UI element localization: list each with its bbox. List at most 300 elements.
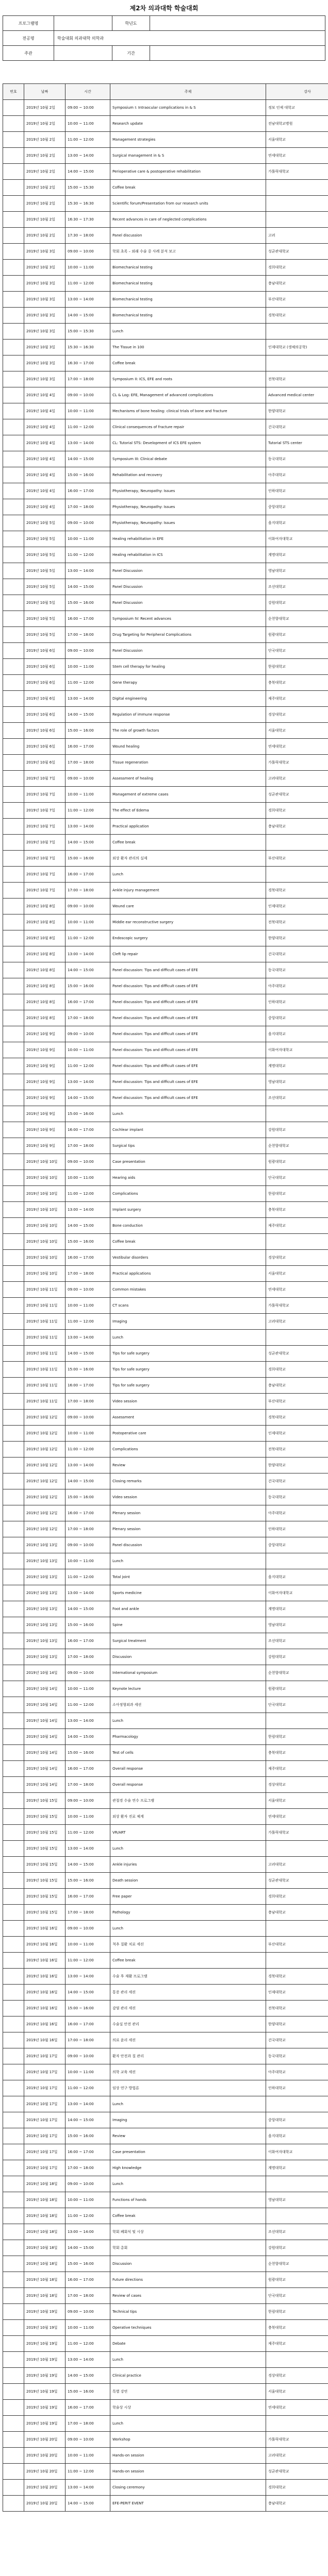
row-time: 17:00 ~ 18:00 bbox=[65, 1010, 110, 1026]
row-instructor: 경북대학교 bbox=[266, 1410, 328, 1426]
row-time: 15:00 ~ 16:00 bbox=[65, 1745, 110, 1761]
year-label: 학년도 bbox=[112, 16, 150, 31]
schedule-body bbox=[3, 100, 328, 2512]
row-time: 10:00 ~ 11:00 bbox=[65, 787, 110, 803]
row-number bbox=[3, 2192, 24, 2208]
row-number bbox=[3, 308, 24, 324]
row-number bbox=[3, 531, 24, 547]
row-number bbox=[3, 2288, 24, 2304]
row-instructor: 가톨릭대학교 bbox=[266, 1825, 328, 1841]
row-number bbox=[3, 2160, 24, 2176]
row-instructor: 인제대학교 bbox=[266, 1426, 328, 1442]
table-row bbox=[3, 2336, 328, 2352]
row-topic: Panel discussion: Tips and difficult cases of EFE bbox=[110, 1010, 266, 1026]
row-instructor: 인하대학교 bbox=[266, 483, 328, 499]
row-date: 2019년 10월 11일 bbox=[24, 1298, 65, 1314]
row-instructor: 충남대학교 bbox=[266, 2496, 328, 2512]
row-number bbox=[3, 435, 24, 451]
row-number bbox=[3, 771, 24, 787]
table-row bbox=[3, 371, 328, 387]
table-row bbox=[3, 2112, 328, 2128]
row-topic: Symposium III: Clinical debate bbox=[110, 451, 266, 467]
row-number bbox=[3, 659, 24, 675]
table-row bbox=[3, 276, 328, 292]
row-time: 10:00 ~ 11:00 bbox=[65, 2064, 110, 2080]
row-topic: Death session bbox=[110, 1873, 266, 1889]
table-row bbox=[3, 531, 328, 547]
row-date: 2019년 10월 18일 bbox=[24, 2272, 65, 2288]
row-instructor bbox=[266, 2352, 328, 2368]
row-time: 14:00 ~ 15:00 bbox=[65, 1090, 110, 1106]
row-time: 09:00 ~ 10:00 bbox=[65, 2176, 110, 2192]
row-instructor bbox=[266, 180, 328, 196]
row-date: 2019년 10월 12일 bbox=[24, 1521, 65, 1537]
row-topic: Complications bbox=[110, 1186, 266, 1202]
row-time: 13:00 ~ 14:00 bbox=[65, 148, 110, 164]
table-row bbox=[3, 515, 328, 531]
row-instructor: 전북대학교 bbox=[266, 914, 328, 930]
row-date: 2019년 10월 12일 bbox=[24, 1505, 65, 1521]
row-date: 2019년 10월 10일 bbox=[24, 1250, 65, 1266]
row-date: 2019년 10월 17일 bbox=[24, 2048, 65, 2064]
row-instructor: 조선대학교 bbox=[266, 2224, 328, 2240]
table-row bbox=[3, 1649, 328, 1665]
row-time: 14:00 ~ 15:00 bbox=[65, 2112, 110, 2128]
row-instructor: 아주대학교 bbox=[266, 467, 328, 483]
table-row bbox=[3, 2368, 328, 2384]
row-number bbox=[3, 2352, 24, 2368]
row-number bbox=[3, 1873, 24, 1889]
row-topic: Rehabilitation and recovery bbox=[110, 467, 266, 483]
row-date: 2019년 10월 10일 bbox=[24, 1154, 65, 1170]
row-topic: Common mistakes bbox=[110, 1282, 266, 1298]
row-date: 2019년 10월 13일 bbox=[24, 1585, 65, 1601]
row-time: 15:00 ~ 15:30 bbox=[65, 324, 110, 340]
row-topic: Panel Discussion bbox=[110, 643, 266, 659]
row-date: 2019년 10월 13일 bbox=[24, 1633, 65, 1649]
row-date: 2019년 10월 6일 bbox=[24, 691, 65, 707]
row-topic: Video session bbox=[110, 1489, 266, 1505]
header-time: 시간 bbox=[65, 84, 110, 100]
table-row bbox=[3, 1106, 328, 1122]
row-date: 2019년 10월 6일 bbox=[24, 643, 65, 659]
table-row bbox=[3, 1617, 328, 1633]
table-row bbox=[3, 1489, 328, 1505]
row-instructor: 경희대학교 bbox=[266, 1889, 328, 1905]
row-date: 2019년 10월 16일 bbox=[24, 2001, 65, 2016]
row-instructor: 충남대학교 bbox=[266, 1905, 328, 1921]
row-date: 2019년 10월 20일 bbox=[24, 2480, 65, 2496]
row-instructor bbox=[266, 1234, 328, 1250]
row-topic: Workshop bbox=[110, 2432, 266, 2448]
row-date: 2019년 10월 8일 bbox=[24, 930, 65, 946]
row-number bbox=[3, 2320, 24, 2336]
row-topic: Lunch bbox=[110, 2416, 266, 2432]
row-topic: Coffee break bbox=[110, 1953, 266, 1969]
row-date: 2019년 10월 10일 bbox=[24, 1218, 65, 1234]
row-instructor: 이화여자대학교 bbox=[266, 1585, 328, 1601]
row-number bbox=[3, 1122, 24, 1138]
row-number bbox=[3, 1729, 24, 1745]
row-number bbox=[3, 1426, 24, 1442]
row-number bbox=[3, 1442, 24, 1458]
row-time: 16:00 ~ 17:00 bbox=[65, 483, 110, 499]
table-row bbox=[3, 2256, 328, 2272]
row-number bbox=[3, 787, 24, 803]
row-time: 16:00 ~ 17:00 bbox=[65, 1633, 110, 1649]
row-date: 2019년 10월 7일 bbox=[24, 819, 65, 835]
table-row bbox=[3, 1074, 328, 1090]
row-topic: 학회 총회 bbox=[110, 2240, 266, 2256]
table-row bbox=[3, 2432, 328, 2448]
row-time: 09:00 ~ 10:00 bbox=[65, 1282, 110, 1298]
row-date: 2019년 10월 3일 bbox=[24, 340, 65, 355]
row-date: 2019년 10월 3일 bbox=[24, 371, 65, 387]
row-time: 10:00 ~ 11:00 bbox=[65, 403, 110, 419]
row-time: 15:00 ~ 16:00 bbox=[65, 978, 110, 994]
row-instructor: 을지대학교 bbox=[266, 515, 328, 531]
table-row bbox=[3, 2480, 328, 2496]
table-row bbox=[3, 419, 328, 435]
row-date: 2019년 10월 8일 bbox=[24, 978, 65, 994]
table-row bbox=[3, 643, 328, 659]
row-time: 13:00 ~ 14:00 bbox=[65, 435, 110, 451]
row-time: 10:00 ~ 11:00 bbox=[65, 260, 110, 276]
row-number bbox=[3, 2400, 24, 2416]
row-instructor bbox=[266, 212, 328, 228]
row-instructor: 전북대학교 bbox=[266, 1442, 328, 1458]
row-time: 14:00 ~ 15:00 bbox=[65, 1857, 110, 1873]
row-instructor: 충북대학교 bbox=[266, 675, 328, 691]
row-date: 2019년 10월 11일 bbox=[24, 1282, 65, 1298]
row-date: 2019년 10월 8일 bbox=[24, 962, 65, 978]
table-row bbox=[3, 308, 328, 324]
table-row bbox=[3, 1633, 328, 1649]
row-date: 2019년 10월 5일 bbox=[24, 515, 65, 531]
row-topic: Imaging bbox=[110, 1314, 266, 1330]
row-time: 10:00 ~ 11:00 bbox=[65, 1170, 110, 1186]
row-instructor: 성균관대학교 bbox=[266, 244, 328, 260]
table-row bbox=[3, 228, 328, 244]
row-number bbox=[3, 1489, 24, 1505]
row-number bbox=[3, 1010, 24, 1026]
row-instructor: 충북대학교 bbox=[266, 2320, 328, 2336]
row-topic: 수술 후 재활 프로그램 bbox=[110, 1969, 266, 1985]
row-topic: Panel discussion bbox=[110, 228, 266, 244]
row-instructor bbox=[266, 1841, 328, 1857]
row-date: 2019년 10월 17일 bbox=[24, 2112, 65, 2128]
row-instructor: 성균관대학교 bbox=[266, 1346, 328, 1362]
row-date: 2019년 10월 3일 bbox=[24, 244, 65, 260]
row-time: 14:00 ~ 15:00 bbox=[65, 2368, 110, 2384]
row-number bbox=[3, 1314, 24, 1330]
table-row bbox=[3, 675, 328, 691]
row-time: 13:00 ~ 14:00 bbox=[65, 691, 110, 707]
row-date: 2019년 10월 7일 bbox=[24, 867, 65, 883]
row-date: 2019년 10월 8일 bbox=[24, 1010, 65, 1026]
row-topic: Tips for safe surgery bbox=[110, 1346, 266, 1362]
row-time: 09:00 ~ 10:00 bbox=[65, 1793, 110, 1809]
row-time: 15:00 ~ 16:00 bbox=[65, 1873, 110, 1889]
table-row bbox=[3, 196, 328, 212]
row-topic: Plenary session bbox=[110, 1521, 266, 1537]
row-topic: Clinical practice bbox=[110, 2368, 266, 2384]
row-topic: Imaging bbox=[110, 2112, 266, 2128]
table-row bbox=[3, 2001, 328, 2016]
table-row bbox=[3, 914, 328, 930]
row-time: 14:00 ~ 15:00 bbox=[65, 1346, 110, 1362]
row-instructor bbox=[266, 867, 328, 883]
row-instructor: 동국대학교 bbox=[266, 962, 328, 978]
row-topic: Video session bbox=[110, 1394, 266, 1410]
row-date: 2019년 10월 20일 bbox=[24, 2496, 65, 2512]
program-info-row bbox=[3, 16, 325, 31]
row-time: 10:00 ~ 11:00 bbox=[65, 1298, 110, 1314]
row-time: 09:00 ~ 10:00 bbox=[65, 515, 110, 531]
row-instructor: 충남대학교 bbox=[266, 1378, 328, 1394]
row-instructor: 한양대학교 bbox=[266, 1458, 328, 1473]
table-row bbox=[3, 1841, 328, 1857]
row-instructor: 연세대학교 bbox=[266, 1809, 328, 1825]
row-time: 09:00 ~ 10:00 bbox=[65, 1026, 110, 1042]
row-topic: Regulation of immune response bbox=[110, 707, 266, 723]
row-time: 17:00 ~ 18:00 bbox=[65, 2288, 110, 2304]
row-time: 14:00 ~ 15:00 bbox=[65, 2496, 110, 2512]
row-topic: Hearing aids bbox=[110, 1170, 266, 1186]
row-instructor: 한양대학교 bbox=[266, 2016, 328, 2032]
row-date: 2019년 10월 2일 bbox=[24, 132, 65, 148]
table-row bbox=[3, 2352, 328, 2368]
row-time: 11:00 ~ 12:00 bbox=[65, 803, 110, 819]
row-topic: CL: Tutorial STS: Development of ICS EFE system bbox=[110, 435, 266, 451]
row-time: 11:00 ~ 12:00 bbox=[65, 675, 110, 691]
row-number bbox=[3, 803, 24, 819]
row-time: 09:00 ~ 10:00 bbox=[65, 1921, 110, 1937]
row-date: 2019년 10월 14일 bbox=[24, 1665, 65, 1681]
row-number bbox=[3, 1969, 24, 1985]
row-date: 2019년 10월 6일 bbox=[24, 739, 65, 755]
row-topic: Lunch bbox=[110, 867, 266, 883]
table-row bbox=[3, 563, 328, 579]
row-number bbox=[3, 355, 24, 371]
row-date: 2019년 10월 11일 bbox=[24, 1346, 65, 1362]
row-number bbox=[3, 340, 24, 355]
row-topic: 수술실 안전 관리 bbox=[110, 2016, 266, 2032]
row-topic: Test of cells bbox=[110, 1745, 266, 1761]
row-topic: Technical tips bbox=[110, 2304, 266, 2320]
row-time: 16:00 ~ 17:00 bbox=[65, 1889, 110, 1905]
row-number bbox=[3, 1186, 24, 1202]
row-instructor: 부산대학교 bbox=[266, 1937, 328, 1953]
row-time: 15:00 ~ 15:30 bbox=[65, 180, 110, 196]
table-row bbox=[3, 2240, 328, 2256]
table-row bbox=[3, 691, 328, 707]
row-date: 2019년 10월 11일 bbox=[24, 1330, 65, 1346]
row-topic: Symposium IV: Recent advances bbox=[110, 611, 266, 627]
table-row bbox=[3, 707, 328, 723]
row-date: 2019년 10월 19일 bbox=[24, 2400, 65, 2416]
row-instructor: 서울대학교 bbox=[266, 1266, 328, 1282]
table-row bbox=[3, 1713, 328, 1729]
row-date: 2019년 10월 2일 bbox=[24, 148, 65, 164]
row-date: 2019년 10월 19일 bbox=[24, 2352, 65, 2368]
row-number bbox=[3, 1154, 24, 1170]
row-date: 2019년 10월 12일 bbox=[24, 1489, 65, 1505]
row-date: 2019년 10월 19일 bbox=[24, 2336, 65, 2352]
table-row bbox=[3, 739, 328, 755]
row-time: 11:00 ~ 12:00 bbox=[65, 1186, 110, 1202]
row-date: 2019년 10월 15일 bbox=[24, 1873, 65, 1889]
row-topic: Debate bbox=[110, 2336, 266, 2352]
row-date: 2019년 10월 4일 bbox=[24, 467, 65, 483]
table-row bbox=[3, 1761, 328, 1777]
row-time: 15:00 ~ 16:00 bbox=[65, 2128, 110, 2144]
row-number bbox=[3, 2176, 24, 2192]
row-number bbox=[3, 100, 24, 116]
row-instructor: 건국대학교 bbox=[266, 419, 328, 435]
row-topic: Case presentation bbox=[110, 1154, 266, 1170]
table-row bbox=[3, 244, 328, 260]
row-instructor bbox=[266, 2416, 328, 2432]
table-row bbox=[3, 164, 328, 180]
row-time: 13:00 ~ 14:00 bbox=[65, 1969, 110, 1985]
row-instructor: 가톨릭대학교 bbox=[266, 164, 328, 180]
table-row bbox=[3, 1729, 328, 1745]
row-time: 16:00 ~ 17:00 bbox=[65, 2016, 110, 2032]
row-instructor: 강원대학교 bbox=[266, 2240, 328, 2256]
row-date: 2019년 10월 13일 bbox=[24, 1649, 65, 1665]
row-date: 2019년 10월 9일 bbox=[24, 1058, 65, 1074]
row-topic: 통증 관리 세션 bbox=[110, 1985, 266, 2001]
row-number bbox=[3, 451, 24, 467]
row-topic: Free paper bbox=[110, 1889, 266, 1905]
row-topic: Panel discussion: Tips and difficult cases of EFE bbox=[110, 1026, 266, 1042]
row-instructor: 충남대학교 bbox=[266, 276, 328, 292]
row-time: 10:00 ~ 11:00 bbox=[65, 531, 110, 547]
row-topic: Lunch bbox=[110, 1713, 266, 1729]
row-time: 10:00 ~ 11:00 bbox=[65, 2320, 110, 2336]
row-instructor: 을지대학교 bbox=[266, 2128, 328, 2144]
row-instructor: 한림대학교 bbox=[266, 2304, 328, 2320]
row-topic: Lunch bbox=[110, 1106, 266, 1122]
row-instructor: 영남대학교 bbox=[266, 563, 328, 579]
table-row bbox=[3, 994, 328, 1010]
row-number bbox=[3, 883, 24, 899]
row-number bbox=[3, 1058, 24, 1074]
row-number bbox=[3, 2416, 24, 2432]
table-row bbox=[3, 787, 328, 803]
row-date: 2019년 10월 16일 bbox=[24, 1953, 65, 1969]
table-row bbox=[3, 2384, 328, 2400]
row-time: 17:00 ~ 18:00 bbox=[65, 499, 110, 515]
row-instructor: 중앙대학교 bbox=[266, 1010, 328, 1026]
row-topic: Symposium I: Intraocular complications in & S bbox=[110, 100, 266, 116]
row-number bbox=[3, 1218, 24, 1234]
row-time: 16:00 ~ 17:00 bbox=[65, 2144, 110, 2160]
row-time: 13:00 ~ 14:00 bbox=[65, 1585, 110, 1601]
row-time: 09:00 ~ 10:00 bbox=[65, 244, 110, 260]
row-topic: High knowledge bbox=[110, 2160, 266, 2176]
table-row bbox=[3, 1058, 328, 1074]
row-time: 13:00 ~ 14:00 bbox=[65, 1841, 110, 1857]
period-label: 기간 bbox=[112, 46, 150, 61]
row-time: 14:00 ~ 15:00 bbox=[65, 2240, 110, 2256]
row-date: 2019년 10월 6일 bbox=[24, 723, 65, 739]
row-number bbox=[3, 2336, 24, 2352]
row-time: 16:00 ~ 17:00 bbox=[65, 994, 110, 1010]
row-time: 11:00 ~ 12:00 bbox=[65, 1697, 110, 1713]
row-instructor: 고려대학교 bbox=[266, 2448, 328, 2464]
row-time: 14:00 ~ 15:00 bbox=[65, 1729, 110, 1745]
table-row bbox=[3, 435, 328, 451]
table-row bbox=[3, 100, 328, 116]
row-topic: Ankle injury management bbox=[110, 883, 266, 899]
row-number bbox=[3, 2208, 24, 2224]
row-instructor: 충남대학교 bbox=[266, 819, 328, 835]
row-topic: Lunch bbox=[110, 2176, 266, 2192]
row-instructor: 영남대학교 bbox=[266, 1617, 328, 1633]
row-instructor: 충북대학교 bbox=[266, 1745, 328, 1761]
row-instructor bbox=[266, 835, 328, 851]
row-time: 17:00 ~ 18:00 bbox=[65, 1649, 110, 1665]
table-row bbox=[3, 1298, 328, 1314]
row-topic: 환자 안전과 질 관리 bbox=[110, 2048, 266, 2064]
row-date: 2019년 10월 18일 bbox=[24, 2192, 65, 2208]
row-topic: Review of cases bbox=[110, 2288, 266, 2304]
row-topic: Biomechanical testing bbox=[110, 292, 266, 308]
row-instructor: 중앙대학교 bbox=[266, 1537, 328, 1553]
row-date: 2019년 10월 4일 bbox=[24, 499, 65, 515]
row-date: 2019년 10월 20일 bbox=[24, 2448, 65, 2464]
row-time: 16:00 ~ 17:00 bbox=[65, 1505, 110, 1521]
row-instructor: 성균관대학교 bbox=[266, 1873, 328, 1889]
row-instructor: 영남대학교 bbox=[266, 1074, 328, 1090]
table-row bbox=[3, 2160, 328, 2176]
row-date: 2019년 10월 5일 bbox=[24, 547, 65, 563]
row-date: 2019년 10월 4일 bbox=[24, 435, 65, 451]
row-number bbox=[3, 2464, 24, 2480]
row-number bbox=[3, 164, 24, 180]
row-number bbox=[3, 2448, 24, 2464]
row-number bbox=[3, 1553, 24, 1569]
row-topic: Cochlear implant bbox=[110, 1122, 266, 1138]
row-number bbox=[3, 930, 24, 946]
header-instructor: 강사 bbox=[266, 84, 328, 100]
row-topic: Tips for safe surgery bbox=[110, 1362, 266, 1378]
table-row bbox=[3, 2128, 328, 2144]
row-time: 17:00 ~ 18:00 bbox=[65, 1777, 110, 1793]
row-instructor: 성균관대학교 bbox=[266, 2464, 328, 2480]
row-number bbox=[3, 2240, 24, 2256]
row-instructor bbox=[266, 1921, 328, 1937]
row-date: 2019년 10월 4일 bbox=[24, 451, 65, 467]
row-topic: Mechanisms of bone healing: clinical trials of bone and fracture bbox=[110, 403, 266, 419]
row-time: 16:00 ~ 17:00 bbox=[65, 1761, 110, 1777]
row-date: 2019년 10월 4일 bbox=[24, 483, 65, 499]
table-row bbox=[3, 1825, 328, 1841]
row-topic: Hands-on session bbox=[110, 2448, 266, 2464]
row-date: 2019년 10월 7일 bbox=[24, 835, 65, 851]
row-topic: Digital engineering bbox=[110, 691, 266, 707]
row-number bbox=[3, 2480, 24, 2496]
table-row bbox=[3, 547, 328, 563]
row-time: 16:00 ~ 17:00 bbox=[65, 739, 110, 755]
row-number bbox=[3, 1649, 24, 1665]
row-instructor: 가톨릭대학교 bbox=[266, 755, 328, 771]
row-topic: 소아정형외과 세션 bbox=[110, 1697, 266, 1713]
row-topic: Surgical management in & S bbox=[110, 148, 266, 164]
row-time: 14:00 ~ 15:00 bbox=[65, 164, 110, 180]
